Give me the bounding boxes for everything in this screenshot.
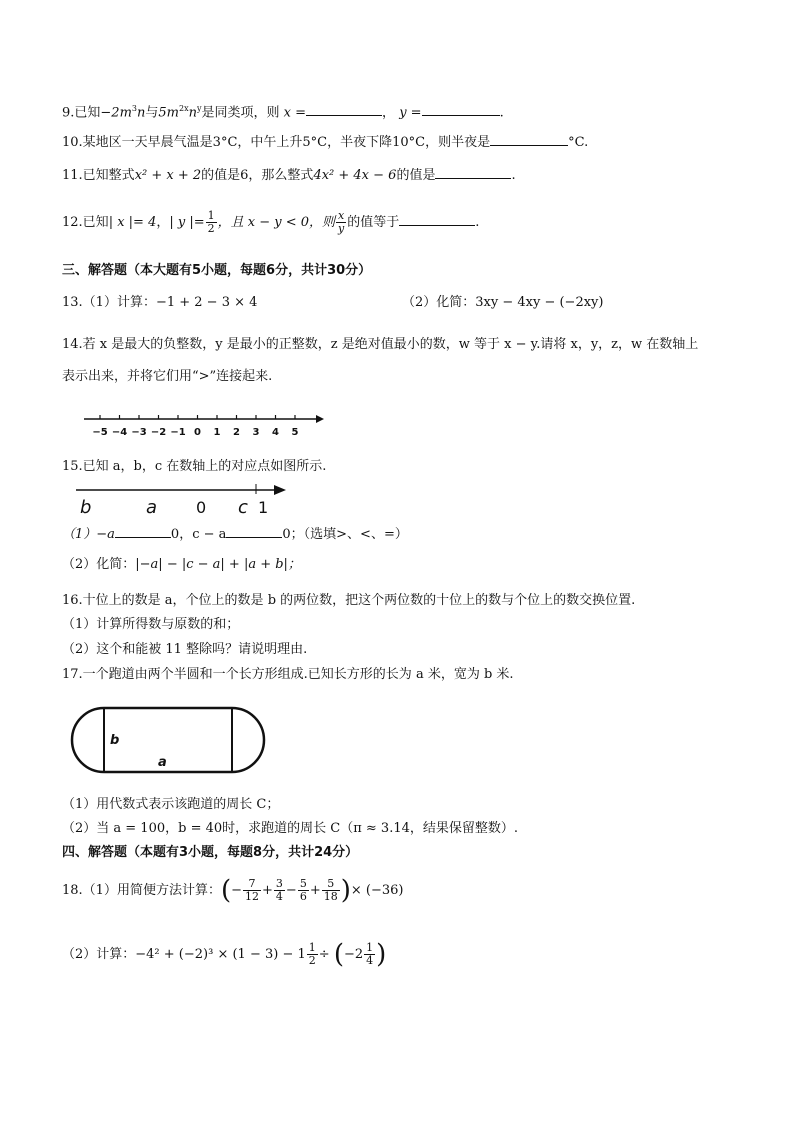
question-11: 11.已知整式x² + x + 2的值是6，那么整式4x² + 4x − 6的值是 . bbox=[62, 168, 516, 183]
question-14-line-2: 表示出来，并将它们用“>”连接起来. bbox=[62, 369, 273, 384]
question-17-part-1: （1）用代数式表示该跑道的周长 C； bbox=[62, 797, 280, 812]
answer-blank-12[interactable] bbox=[399, 213, 475, 226]
answer-blank-y[interactable] bbox=[422, 103, 500, 116]
question-16-part-1: （1）计算所得数与原数的和； bbox=[62, 617, 240, 632]
tick-label: −4 bbox=[111, 427, 128, 438]
answer-blank-10[interactable] bbox=[490, 133, 568, 146]
question-12: 12.已知| x |= 4，| y |= $\frac{1}{2}$ ，且 x − y < 0，则 $\frac{x}{y}$ 的值等于 . bbox=[62, 209, 480, 235]
tick-label: 3 bbox=[252, 427, 260, 438]
tick-label: 0 bbox=[194, 427, 201, 438]
question-9: 9.已知$-2m^3n$与$5m^{2x}n^y$是同类项，则 x = ， y = . bbox=[62, 104, 504, 121]
answer-blank-11[interactable] bbox=[435, 166, 511, 179]
tick-label: −5 bbox=[92, 427, 108, 438]
point-c-label: c bbox=[238, 497, 248, 518]
answer-blank-x[interactable] bbox=[306, 103, 382, 116]
answer-blank-15b[interactable] bbox=[226, 525, 282, 538]
number-line-15 bbox=[76, 480, 296, 518]
running-track-figure bbox=[68, 704, 268, 776]
tick-label: −2 bbox=[150, 427, 167, 438]
section-3-heading: 三、解答题（本大题有5小题，每题6分，共计30分） bbox=[62, 263, 372, 278]
question-16-part-2: （2）这个和能被 11 整除吗？请说明理由. bbox=[62, 642, 308, 657]
question-13-part-1: 13.（1）计算：−1 + 2 − 3 × 4 bbox=[62, 295, 258, 310]
point-one-label: 1 bbox=[258, 498, 269, 517]
question-13-part-2: （2）化简：3xy − 4xy − (−2xy) bbox=[402, 295, 604, 310]
question-14-line-1: 14.若 x 是最大的负整数，y 是最小的正整数，z 是绝对值最小的数，w 等于 x − y.请将 x，y，z，w 在数轴上 bbox=[62, 337, 699, 352]
tick-label: 5 bbox=[291, 427, 299, 438]
question-18-part-2: （2）计算：−4² + (−2)³ × (1 − 3) − 1 $\frac{1}{2}$ ÷ (−2 $\frac{1}{4}$ ) bbox=[62, 939, 387, 970]
question-17-part-2: （2）当 a = 100，b = 40时，求跑道的周长 C（π ≈ 3.14，结果保留整数）. bbox=[62, 821, 519, 836]
point-a-label: a bbox=[146, 497, 158, 518]
track-width-label: b bbox=[110, 733, 120, 748]
section-4-heading: 四、解答题（本题有3小题，每题8分，共计24分） bbox=[62, 845, 359, 860]
number-line-14 bbox=[84, 408, 324, 440]
tick-label: 2 bbox=[233, 427, 240, 438]
question-15-part-2: （2）化简：|−a| − |c − a| + |a + b|； bbox=[62, 557, 301, 572]
track-length-label: a bbox=[158, 755, 167, 770]
question-15-part-1: （1）−a 0，c − a 0；（选填>、<、=） bbox=[62, 527, 408, 542]
question-15-title: 15.已知 a，b，c 在数轴上的对应点如图所示. bbox=[62, 459, 327, 474]
question-18-part-1: 18.（1）用简便方法计算：(− $\frac{7}{12}$ + $\frac{3}{4}$ − $\frac{5}{6}$ + $\frac{5}{18}$ )× (−36) bbox=[62, 875, 404, 906]
tick-label: 4 bbox=[272, 427, 279, 438]
question-10: 10.某地区一天早晨气温是3°C，中午上升5°C，半夜下降10°C，则半夜是 °C. bbox=[62, 135, 589, 150]
question-17-title: 17.一个跑道由两个半圆和一个长方形组成.已知长方形的长为 a 米，宽为 b 米. bbox=[62, 667, 514, 682]
point-zero-label: 0 bbox=[196, 498, 207, 517]
tick-label: −3 bbox=[131, 427, 147, 438]
point-b-label: b bbox=[80, 497, 92, 518]
tick-label: −1 bbox=[170, 427, 186, 438]
tick-label: 1 bbox=[213, 427, 221, 438]
answer-blank-15a[interactable] bbox=[115, 525, 171, 538]
question-16-title: 16.十位上的数是 a，个位上的数是 b 的两位数，把这个两位数的十位上的数与个位上的数交换位置. bbox=[62, 593, 636, 608]
